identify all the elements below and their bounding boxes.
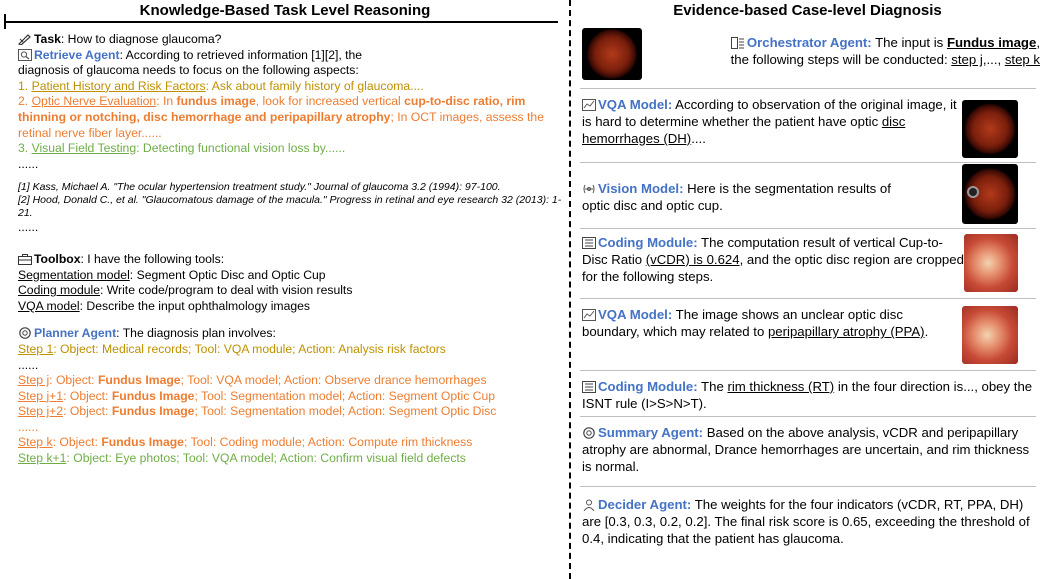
step-j	[18, 373, 566, 389]
planner-agent-label: Planner Agent	[34, 326, 117, 341]
step-j-text-2: ; Tool: VQA model; Action: Observe drance hemorrhages	[180, 373, 487, 388]
retrieve-line-1	[18, 48, 566, 64]
step-j-name: Step j	[18, 373, 50, 388]
step-j2	[18, 404, 566, 420]
separator-5	[580, 370, 1036, 371]
tool-vqa-text: : Describe the input ophthalmology images	[79, 298, 310, 313]
vqa-model-label-2: VQA Model:	[598, 307, 673, 322]
step-k-text-1: : Object:	[52, 435, 102, 450]
toolbox-icon	[18, 253, 32, 265]
vqa-1-text-2: ....	[691, 131, 706, 146]
orchestrator-text-1: The input is	[871, 35, 947, 50]
section-divider	[569, 0, 571, 579]
code-document-icon	[582, 237, 596, 249]
toolbox-label: Toolbox	[34, 251, 81, 266]
orchestrator-text-2: ,	[1036, 35, 1040, 50]
tool-coding-text: : Write code/program to deal with vision results	[99, 283, 353, 298]
aspect-3-title: Visual Field Testing	[31, 141, 137, 156]
step-j1-text-1: : Object:	[63, 388, 112, 403]
tool-vqa-name: VQA model	[18, 298, 80, 313]
step-k-bold: Fundus Image	[101, 435, 184, 450]
hand-pen-icon	[18, 33, 32, 45]
fundus-image-vqa	[962, 100, 1018, 158]
tool-segmentation	[18, 268, 566, 284]
left-section-header: Knowledge-Based Task Level Reasoning	[139, 2, 431, 19]
aspect-1-num: 1.	[18, 78, 32, 93]
reference-2: [2] Hood, Donald C., et al. "Glaucomatous damage of the macula." Progress in retinal and eye research 32 (2013): 1-21.	[18, 194, 562, 220]
decider-text: The weights for the four indicators (vCDR, RT, PPA, DH) are [0.3, 0.3, 0.2, 0.2]. The final risk score is 0.65, exceeding the threshold of 0.4, indicating that the patient has glaucoma.	[582, 497, 1030, 546]
step-k	[18, 435, 566, 451]
header-arrow-line	[6, 21, 558, 23]
vision-model-label: Vision Model:	[598, 181, 684, 196]
optic-disc-mark	[967, 186, 979, 198]
tool-coding	[18, 283, 566, 299]
step-j2-bold: Fundus Image	[111, 404, 195, 419]
separator-2	[580, 162, 1036, 163]
task-line	[18, 32, 566, 48]
vqa-1-underline: disc hemorrhages (DH)	[582, 114, 906, 146]
aspect-2-bold-1: fundus image	[176, 94, 256, 109]
orchestrator-input-type: Fundus image	[946, 35, 1037, 50]
task-reasoning-panel	[18, 32, 566, 467]
summary-text: Based on the above analysis, vCDR and peripapillary atrophy are abnormal, Drance hemorrhages are uncertain, and rim thickness is normal.	[582, 425, 1030, 474]
fundus-image-input	[582, 28, 642, 80]
fundus-image-segmented	[962, 164, 1018, 224]
coding-1-text-2: , and the optic disc region are cropped for the following steps.	[582, 252, 964, 284]
step-j1-bold: Fundus Image	[111, 388, 195, 403]
aspect-1	[18, 79, 566, 95]
separator-3	[580, 228, 1036, 229]
coding-1-underline: (vCDR) is 0.624	[645, 252, 740, 267]
openai-icon	[18, 327, 32, 339]
step-j1	[18, 389, 566, 405]
step-j2-text-1: : Object:	[63, 404, 112, 419]
tool-vqa	[18, 299, 566, 315]
separator-4	[580, 298, 1036, 299]
task-label: Task	[34, 32, 61, 46]
optic-disc-crop-1	[964, 234, 1018, 292]
code-document-icon-2	[582, 381, 596, 393]
aspect-2-num: 2.	[18, 94, 32, 109]
optic-disc-crop-2	[962, 306, 1018, 364]
vqa-1-text-1: According to observation of the original image, it is hard to determine whether the patient have optic	[582, 97, 957, 129]
tool-segmentation-name: Segmentation model	[18, 267, 130, 282]
aspects-ellipsis: ......	[18, 156, 39, 171]
right-section-header: Evidence-based Case-level Diagnosis	[673, 2, 942, 19]
vision-text: Here is the segmentation results of optic disc and optic cup.	[582, 181, 891, 213]
aspect-2-text-2: , look for increased vertical	[255, 94, 405, 109]
retrieve-text-1: : According to retrieved information [1][2], the	[119, 47, 363, 62]
tool-coding-name: Coding module	[18, 283, 100, 298]
chart-line-icon	[582, 99, 596, 111]
aspect-2-title: Optic Nerve Evaluation	[31, 94, 157, 109]
tool-segmentation-text: : Segment Optic Disc and Optic Cup	[129, 267, 326, 282]
step-1-text: : Object: Medical records; Tool: VQA module; Action: Analysis risk factors	[53, 341, 446, 356]
chart-line-icon-2	[582, 309, 596, 321]
vqa-2-text-1: The image shows an unclear optic disc boundary, which may related to	[582, 307, 903, 339]
reference-1: [1] Kass, Michael A. "The ocular hypertension treatment study." Journal of glaucoma 3.2 (1994): 97-100.	[18, 181, 501, 194]
openai-icon-2	[582, 427, 596, 439]
judge-person-icon	[582, 499, 596, 511]
step-j-text-1: : Object:	[49, 373, 98, 388]
toolbox-line	[18, 252, 566, 268]
coding-2-text-1: The	[697, 379, 728, 394]
retrieve-agent-label: Retrieve Agent	[34, 47, 120, 62]
toolbox-text: : I have the following tools:	[80, 251, 225, 266]
separator-6	[580, 416, 1036, 417]
orchestrator-step-j: step j	[951, 52, 983, 67]
vqa-model-label-1: VQA Model:	[598, 97, 673, 112]
orchestrator-step-k: step k	[1004, 52, 1040, 67]
orchestrator-text-4: ,...,	[982, 52, 1005, 67]
coding-2-underline: rim thickness (RT)	[727, 379, 835, 394]
refs-ellipsis: ......	[18, 220, 39, 235]
step-j-bold: Fundus Image	[97, 373, 181, 388]
coding-module-label-1: Coding Module:	[598, 235, 698, 250]
task-text: : How to diagnose glaucoma?	[60, 32, 222, 46]
step-k-name: Step k	[18, 435, 53, 450]
brain-circuit-icon	[582, 183, 596, 195]
aspect-1-title: Patient History and Risk Factors	[31, 78, 206, 93]
separator-7	[580, 486, 1036, 487]
aspect-3-text: : Detecting functional vision loss by......	[136, 141, 346, 156]
orchestrator-text-3: the following steps will be conducted:	[730, 52, 952, 67]
aspect-2-bold-2: cup-to-disc ratio, rim thinning or notching, disc hemorrhage and peripapillary atrophy	[18, 94, 526, 124]
summary-agent-label: Summary Agent:	[598, 425, 704, 440]
step-1-name: Step 1	[18, 341, 54, 356]
orchestrator-label: Orchestrator Agent:	[746, 35, 872, 50]
planner-line	[18, 326, 566, 342]
step-j1-text-2: ; Tool: Segmentation model; Action: Segment Optic Cup	[194, 388, 496, 403]
coding-module-label-2: Coding Module:	[598, 379, 698, 394]
vqa-2-text-2: .	[924, 324, 929, 339]
coding-2-text-2: in the four direction is..., obey the ISNT rule (I>S>N>T).	[582, 379, 1033, 411]
aspect-2-text-3: ; In OCT images, assess the retinal nerve fiber layer......	[18, 109, 544, 140]
aspect-2-text-1: : In	[156, 94, 177, 109]
aspect-1-text: : Ask about family history of glaucoma....	[205, 78, 424, 93]
coding-1-text-1: The computation result of vertical Cup-to-Disc Ratio	[582, 235, 943, 267]
aspect-3	[18, 141, 566, 157]
decider-agent-label: Decider Agent:	[598, 497, 692, 512]
step-1	[18, 342, 566, 358]
vqa-2-underline: peripapillary atrophy (PPA)	[767, 324, 925, 339]
retrieve-line-2: diagnosis of glaucoma needs to focus on the following aspects:	[18, 63, 359, 78]
steps-ellipsis-1: ......	[18, 357, 39, 372]
steps-ellipsis-2: ......	[18, 419, 39, 434]
separator-1	[580, 88, 1036, 89]
step-k1-text: : Object: Eye photos; Tool: VQA model; Action: Confirm visual field defects	[66, 451, 466, 466]
aspect-3-num: 3.	[18, 141, 32, 156]
step-j2-text-2: ; Tool: Segmentation model; Action: Segment Optic Disc	[194, 404, 497, 419]
step-k-text-2: ; Tool: Coding module; Action: Compute rim thickness	[183, 435, 473, 450]
aspect-2	[18, 94, 566, 141]
step-k1-name: Step k+1	[18, 451, 67, 466]
planner-text: : The diagnosis plan involves:	[116, 326, 276, 341]
orchestrator-icon	[731, 37, 745, 49]
step-j1-name: Step j+1	[18, 388, 64, 403]
step-k1	[18, 451, 566, 467]
search-icon	[18, 49, 32, 61]
step-j2-name: Step j+2	[18, 404, 64, 419]
